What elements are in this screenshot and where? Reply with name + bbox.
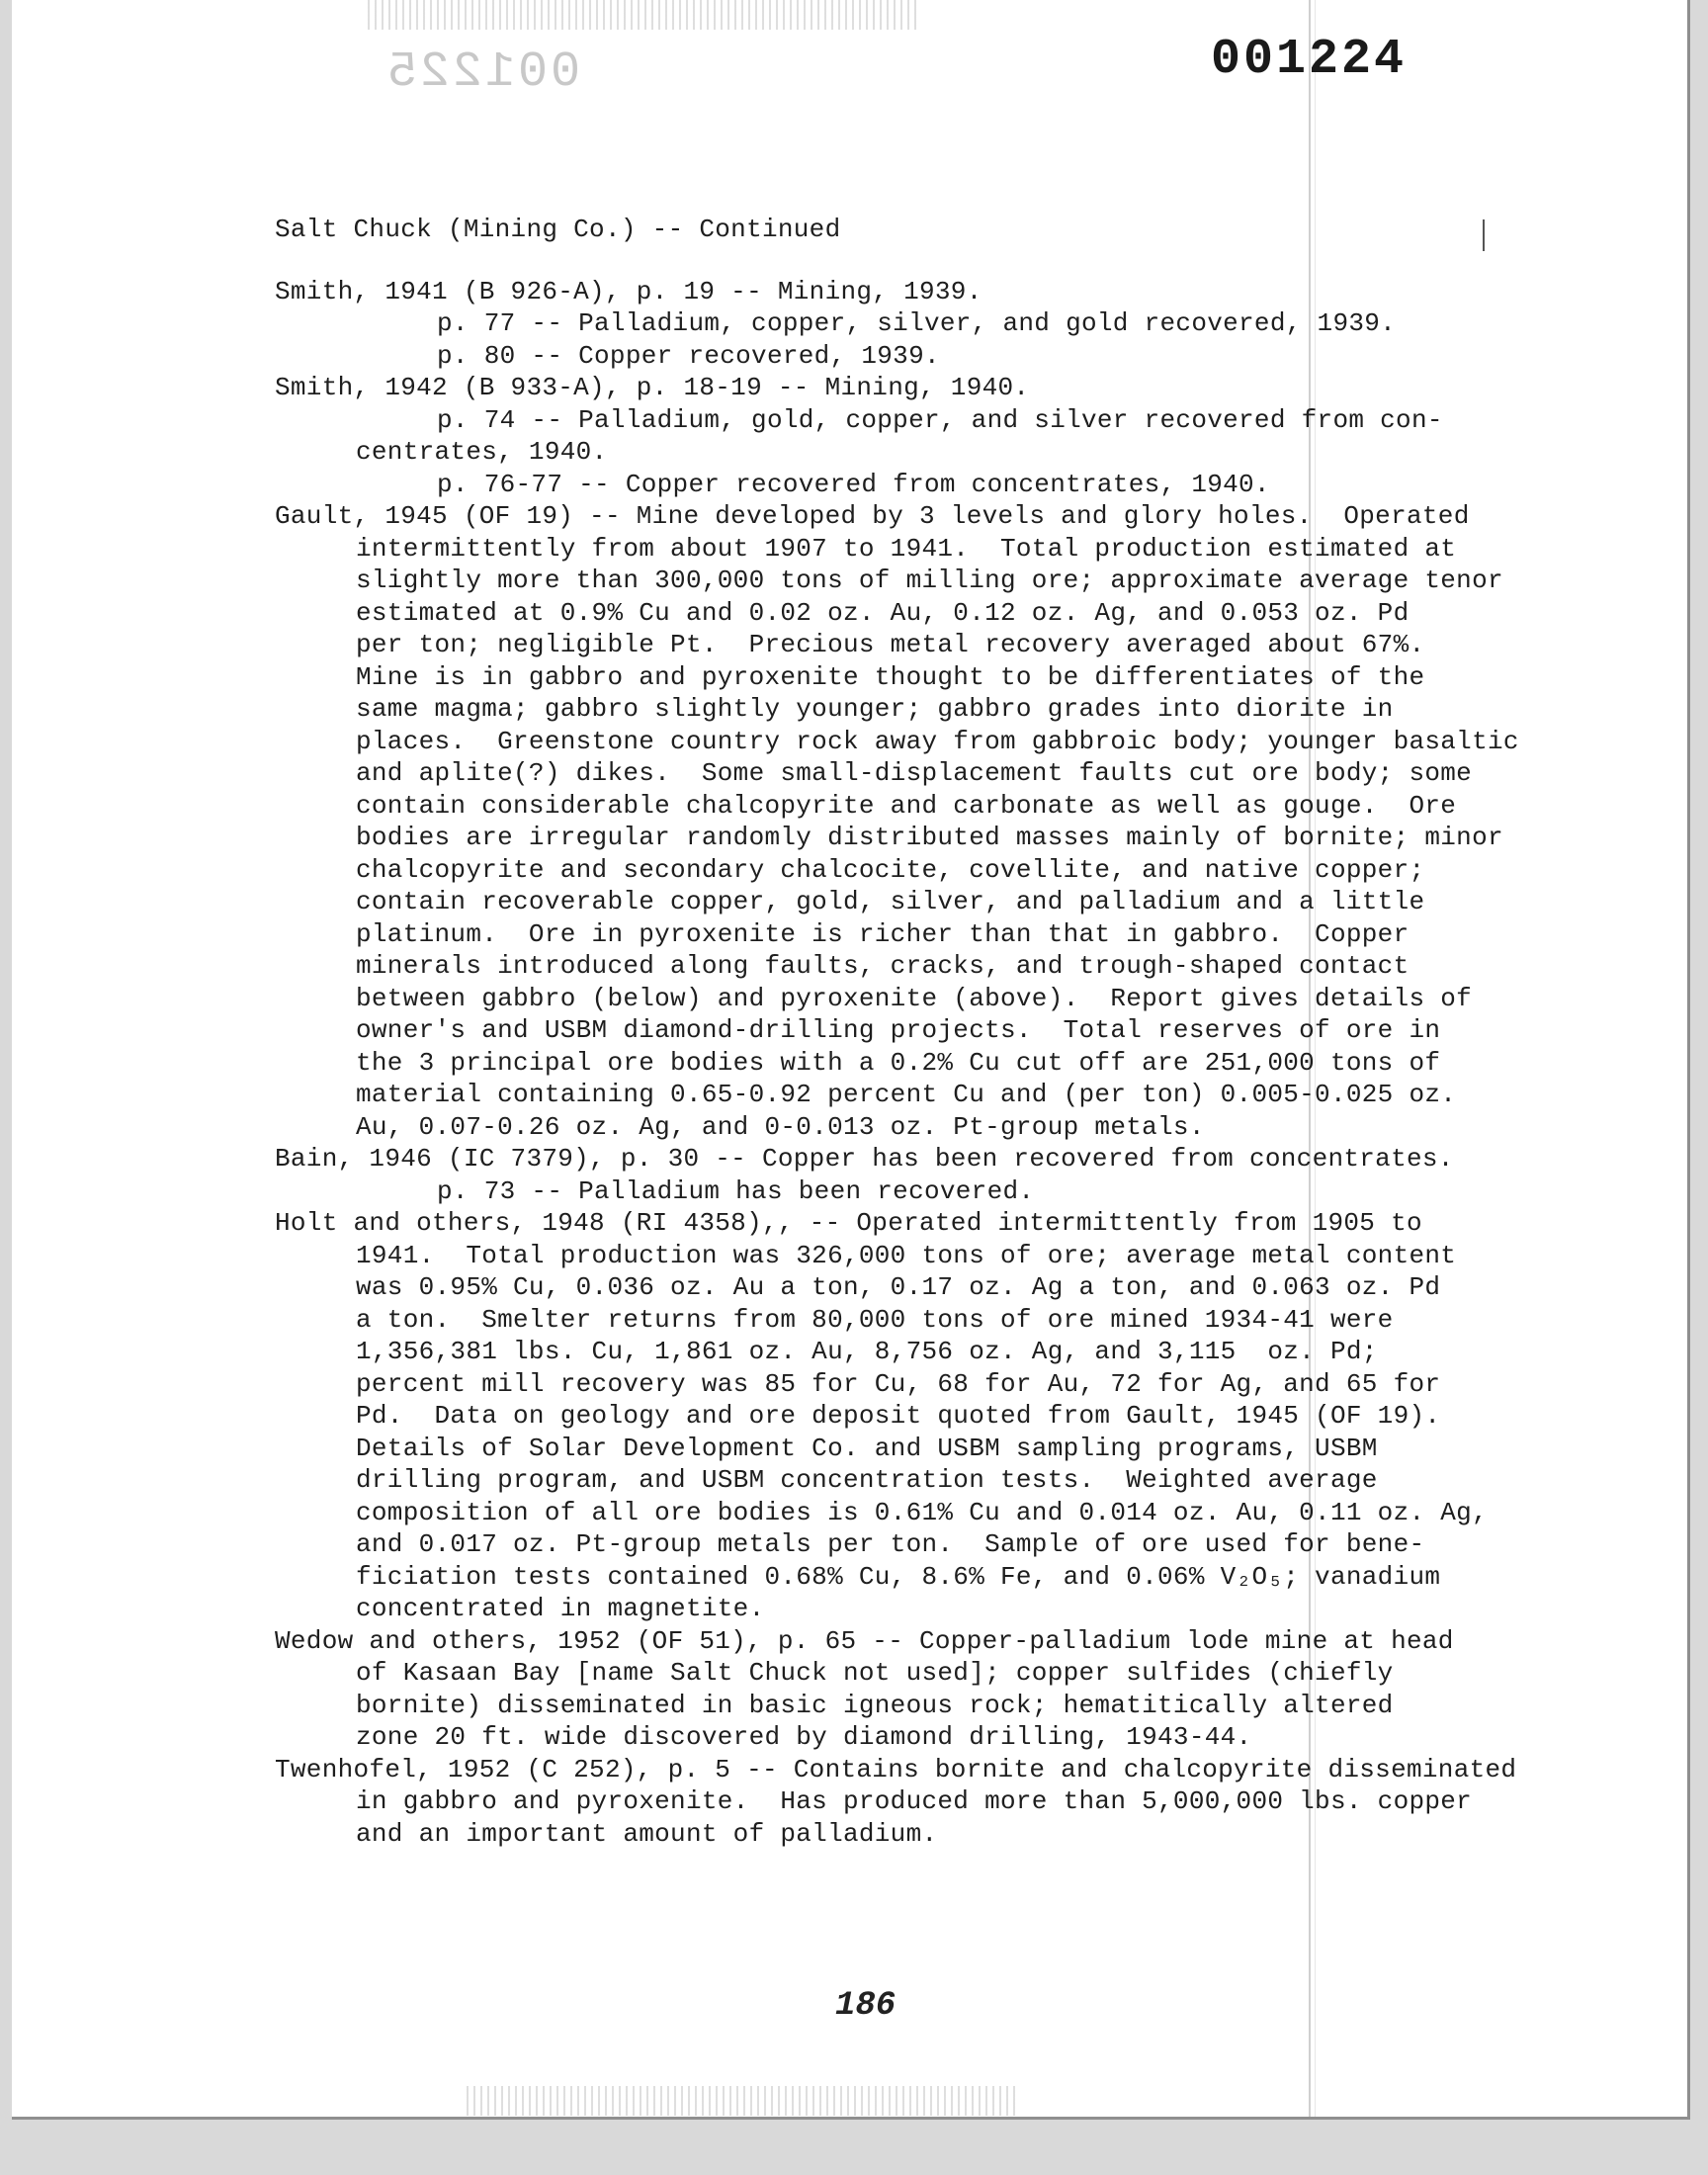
document-number: 001224 xyxy=(1211,32,1408,88)
reference-continuation-line: Mine is in gabbro and pyroxenite thought to be differentiates of the xyxy=(356,661,1425,692)
reference-continuation-line: ficiation tests contained 0.68% Cu, 8.6% Fe, and 0.06% V₂O₅; vanadium xyxy=(356,1561,1441,1592)
reference-entry-line: Twenhofel, 1952 (C 252), p. 5 -- Contains bornite and chalcopyrite disseminated xyxy=(275,1754,1517,1784)
reference-continuation-line: in gabbro and pyroxenite. Has produced more than 5,000,000 lbs. copper xyxy=(356,1786,1473,1816)
reference-continuation-line: same magma; gabbro slightly younger; gabbro grades into diorite in xyxy=(356,694,1394,724)
reference-continuation-line: slightly more than 300,000 tons of milling ore; approximate average tenor xyxy=(356,566,1503,595)
reference-entry-line: Holt and others, 1948 (RI 4358),, -- Operated intermittently from 1905 to xyxy=(275,1208,1422,1238)
reference-continuation-line: p. 77 -- Palladium, copper, silver, and gold recovered, 1939. xyxy=(437,308,1397,338)
reference-continuation-line: chalcopyrite and secondary chalcocite, covellite, and native copper; xyxy=(356,854,1425,885)
reference-entry-line: Wedow and others, 1952 (OF 51), p. 65 -- Copper-palladium lode mine at head xyxy=(275,1625,1454,1656)
reference-continuation-line: drilling program, and USBM concentration tests. Weighted average xyxy=(356,1465,1378,1495)
reference-continuation-line: centrates, 1940. xyxy=(356,437,608,467)
reference-continuation-line: contain recoverable copper, gold, silver, and palladium and a little xyxy=(356,887,1425,916)
reference-continuation-line: bodies are irregular randomly distributed masses mainly of bornite; minor xyxy=(356,823,1503,852)
reference-continuation-line: p. 73 -- Palladium has been recovered. xyxy=(437,1175,1035,1206)
scan-strip-top xyxy=(368,0,921,30)
reference-continuation-line: 1941. Total production was 326,000 tons of ore; average metal content xyxy=(356,1240,1457,1270)
reference-continuation-line: minerals introduced along faults, cracks, and trough-shaped contact xyxy=(356,951,1409,981)
reference-entry-line: Smith, 1942 (B 933-A), p. 18-19 -- Mining, 1940. xyxy=(275,373,1030,402)
page-number: 186 xyxy=(835,1987,897,2025)
reference-continuation-line: bornite) disseminated in basic igneous rock; hematitically altered xyxy=(356,1690,1394,1720)
reference-continuation-line: composition of all ore bodies is 0.61% Cu and 0.014 oz. Au, 0.11 oz. Ag, xyxy=(356,1497,1488,1527)
reference-continuation-line: and 0.017 oz. Pt-group metals per ton. Sample of ore used for bene- xyxy=(356,1529,1425,1559)
reference-continuation-line: p. 74 -- Palladium, gold, copper, and silver recovered from con- xyxy=(437,404,1443,435)
scan-strip-bottom xyxy=(467,2086,1020,2116)
reference-entry-line: Smith, 1941 (B 926-A), p. 19 -- Mining, 1939. xyxy=(275,276,982,306)
reference-continuation-line: and aplite(?) dikes. Some small-displacement faults cut ore body; some xyxy=(356,758,1473,788)
reference-continuation-line: percent mill recovery was 85 for Cu, 68 for Au, 72 for Ag, and 65 for xyxy=(356,1368,1441,1399)
reference-continuation-line: platinum. Ore in pyroxenite is richer than that in gabbro. Copper xyxy=(356,918,1409,949)
reference-continuation-line: between gabbro (below) and pyroxenite (above). Report gives details of xyxy=(356,983,1473,1013)
reference-entry-line: Gault, 1945 (OF 19) -- Mine developed by 3 levels and glory holes. Operated xyxy=(275,501,1470,531)
reference-continuation-line: the 3 principal ore bodies with a 0.2% Cu cut off are 251,000 tons of xyxy=(356,1047,1441,1078)
reference-continuation-line: Details of Solar Development Co. and USBM sampling programs, USBM xyxy=(356,1433,1378,1463)
section-heading: Salt Chuck (Mining Co.) -- Continued xyxy=(275,215,841,244)
document-page xyxy=(12,0,1690,2120)
reference-continuation-line: p. 80 -- Copper recovered, 1939. xyxy=(437,340,940,371)
bleed-through-number: 001225 xyxy=(384,44,581,101)
reference-continuation-line: owner's and USBM diamond-drilling projects. Total reserves of ore in xyxy=(356,1015,1441,1045)
reference-continuation-line: 1,356,381 lbs. Cu, 1,861 oz. Au, 8,756 oz. Ag, and 3,115 oz. Pd; xyxy=(356,1337,1378,1366)
reference-continuation-line: concentrated in magnetite. xyxy=(356,1594,765,1623)
reference-continuation-line: was 0.95% Cu, 0.036 oz. Au a ton, 0.17 oz. Ag a ton, and 0.063 oz. Pd xyxy=(356,1272,1441,1302)
reference-continuation-line: p. 76-77 -- Copper recovered from concentrates, 1940. xyxy=(437,469,1270,499)
reference-continuation-line: per ton; negligible Pt. Precious metal recovery averaged about 67%. xyxy=(356,630,1425,659)
reference-continuation-line: Pd. Data on geology and ore deposit quoted from Gault, 1945 (OF 19). xyxy=(356,1401,1441,1431)
reference-continuation-line: estimated at 0.9% Cu and 0.02 oz. Au, 0.12 oz. Ag, and 0.053 oz. Pd xyxy=(356,597,1409,628)
bibliography-text xyxy=(275,214,1560,1850)
reference-continuation-line: places. Greenstone country rock away from gabbroic body; younger basaltic xyxy=(356,726,1519,756)
reference-continuation-line: zone 20 ft. wide discovered by diamond drilling, 1943-44. xyxy=(356,1722,1252,1752)
reference-continuation-line: Au, 0.07-0.26 oz. Ag, and 0-0.013 oz. Pt-group metals. xyxy=(356,1111,1205,1142)
reference-continuation-line: of Kasaan Bay [name Salt Chuck not used]; copper sulfides (chiefly xyxy=(356,1658,1394,1688)
reference-list xyxy=(275,276,1560,1851)
reference-continuation-line: a ton. Smelter returns from 80,000 tons of ore mined 1934-41 were xyxy=(356,1304,1394,1335)
reference-continuation-line: contain considerable chalcopyrite and carbonate as well as gouge. Ore xyxy=(356,790,1457,821)
reference-entry-line: Bain, 1946 (IC 7379), p. 30 -- Copper has been recovered from concentrates. xyxy=(275,1144,1454,1174)
reference-continuation-line: intermittently from about 1907 to 1941. Total production estimated at xyxy=(356,533,1457,564)
reference-continuation-line: material containing 0.65-0.92 percent Cu and (per ton) 0.005-0.025 oz. xyxy=(356,1080,1457,1109)
reference-continuation-line: and an important amount of palladium. xyxy=(356,1818,938,1849)
